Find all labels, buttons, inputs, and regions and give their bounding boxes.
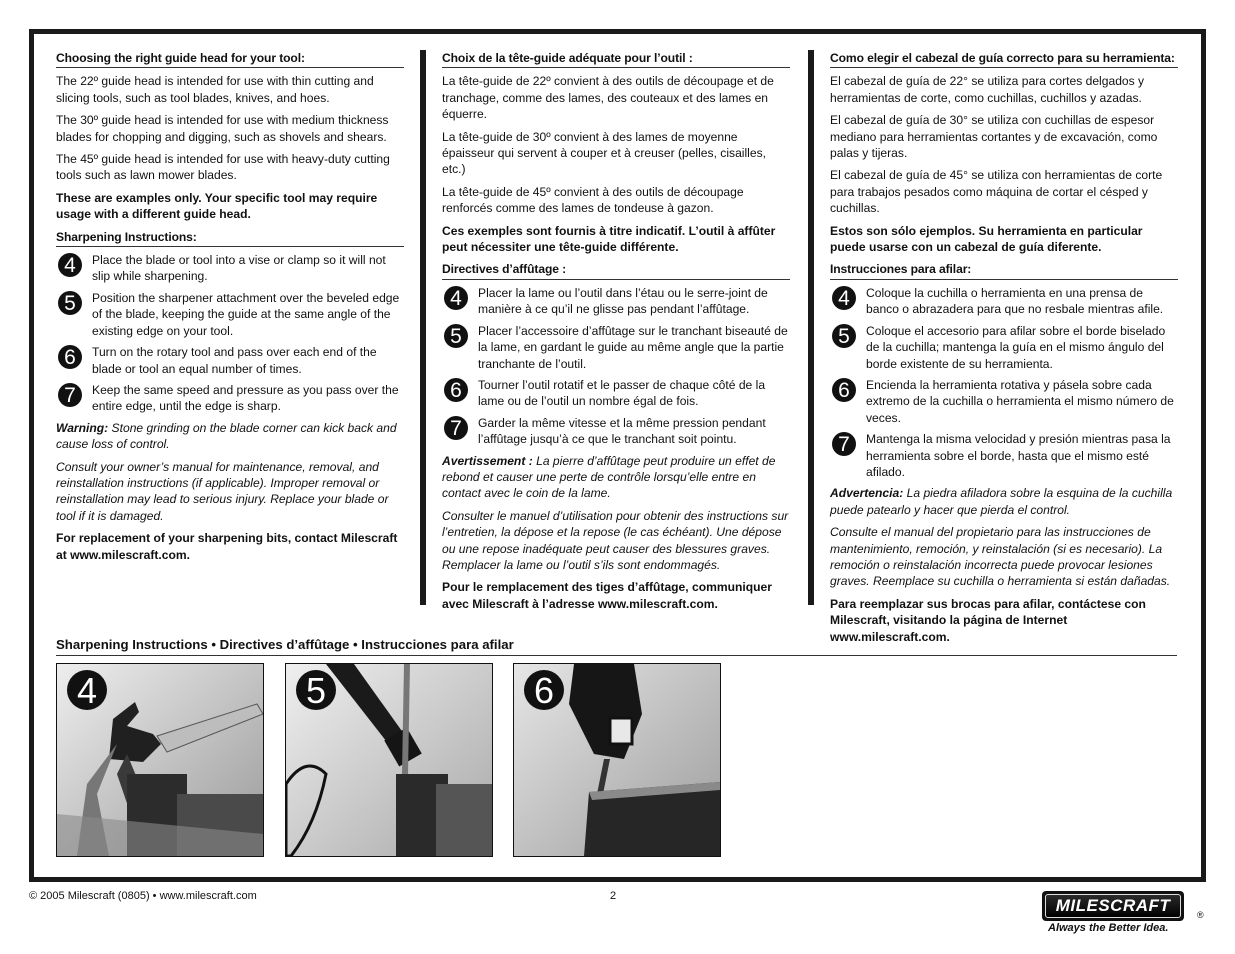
consult-manual-text: Consulte el manual del propietario para las instrucciones de mantenimiento, remoción, y reinstalación (si es necesario). La remoción o reinstalación incorrecta puede provocar lesiones graves. Reemplace su cuchilla o herramienta si están dañadas. [830,525,1171,589]
step-text: Keep the same speed and pressure as you pass over the entire edge, until the edge is sharp. [92,382,399,414]
examples-note: These are examples only. Your specific tool may require usage with a different guide head. [56,190,378,222]
photo-step-6 [513,663,721,857]
guide-heading: Como elegir el cabezal de guía correcto para su herramienta: [830,50,1178,68]
warning-body: Stone grinding on the blade corner can kick back and cause loss of control. [56,420,397,452]
step-text: Mantenga la misma velocidad y presión mientras pasa la herramienta sobre el borde, hasta que el mismo esté afilado. [866,432,1171,479]
step-text: Position the sharpener attachment over the beveled edge of the blade, keeping the guide at the same angle of the existing edge on your tool. [92,290,400,338]
step-text: Encienda la herramienta rotativa y pásela sobre cada extremo de la cuchilla o herramienta el mismo número de veces. [866,377,1174,425]
step-number-4-icon: 4 [58,253,82,277]
step-text: Coloque la cuchilla o herramienta en una prensa de banco o abrazadera para que no resbale mientras afile. [866,285,1164,317]
examples-note: Estos son sólo ejemplos. Su herramienta en particular puede usarse con un cabezal de guía diferente. [830,223,1143,255]
step-text: Garder la même vitesse et la même pression pendant l’affûtage jusqu’à ce que le tranchant soit pointu. [478,415,766,447]
milescraft-logo [1042,891,1184,921]
sharpening-heading: Directives d’affûtage : [442,261,790,279]
step-number-7-icon: 7 [444,416,468,440]
step-number-7-icon: 7 [832,432,856,456]
step-text: Place the blade or tool into a vise or clamp so it will not slip while sharpening. [92,253,386,284]
step-5 [830,323,1178,372]
guide-30-text: El cabezal de guía de 30° se utiliza con cuchillas de espesor mediano para herramientas cortantes y de excavación, como palas y tijeras. [830,113,1158,161]
step-7 [442,415,790,448]
step-number-5-icon: 5 [58,291,82,315]
step-4 [442,285,790,318]
step-6 [830,377,1178,426]
warning-label: Avertissement : [442,453,533,468]
step-number-5-icon: 5 [832,324,856,348]
examples-note: Ces exemples sont fournis à titre indicatif. L’outil à affûter peut nécessiter une tête-guide différente. [442,223,776,255]
guide-22-text: El cabezal de guía de 22° se utiliza para cortes delgados y herramientas de corte, como cuchillas, cuchillos y azadas. [830,74,1145,105]
step-number-6-icon: 6 [58,345,82,369]
column-divider [808,50,814,605]
replacement-text: For replacement of your sharpening bits, contact Milescraft at www.milescraft.com. [56,531,398,562]
step-number-6-icon: 6 [832,378,856,402]
sharpening-heading: Instrucciones para afilar: [830,261,1178,279]
spanish-column [830,50,1178,651]
warning-text [830,485,1178,518]
step-text: Placer la lame ou l’outil dans l’étau ou le serre-joint de manière à ce qu’il ne glisse pas pendant l’affûtage. [478,285,768,317]
step-7 [830,431,1178,480]
registered-mark: ® [1197,910,1204,920]
step-text: Coloque el accesorio para afilar sobre el borde biselado de la cuchilla; mantenga la guía en el mismo ángulo del borde existente de su herramienta. [866,323,1166,371]
step-7 [56,382,404,415]
photo-number-6-icon: 6 [524,670,564,710]
step-5 [442,323,790,372]
warning-body: La pierre d’affûtage peut produire un effet de rebond et causer une perte de contrôle lorsqu’elle entre en contact avec le coin de la lame. [442,453,776,501]
guide-45-text: El cabezal de guía de 45° se utiliza con herramientas de corte para trabajos pesados como máquina de cortar el césped y cuchillas. [830,168,1163,216]
photo-number-4-icon: 4 [67,670,107,710]
step-6 [56,344,404,377]
replacement-text: Pour le remplacement des tiges d’affûtage, communiquer avec Milescraft à l’adresse www.milescraft.com. [442,580,772,611]
step-6 [442,377,790,410]
guide-heading: Choix de la tête-guide adéquate pour l’outil : [442,50,790,68]
step-5 [56,290,404,339]
consult-manual-text: Consulter le manuel d’utilisation pour obtenir des instructions sur l’entretien, la dépose et la repose (le cas échéant). Une dépose ou une repose inadéquate peut causer des blessures graves. Remplacer la lame ou l’outil s’ils sont endommagés. [442,508,789,572]
step-number-5-icon: 5 [444,324,468,348]
photo-step-4 [56,663,264,857]
photo-number-5-icon: 5 [296,670,336,710]
step-4 [830,285,1178,318]
sharpening-heading: Sharpening Instructions: [56,229,404,247]
guide-22-text: The 22º guide head is intended for use with thin cutting and slicing tools, such as tool blades, knives, and hoes. [56,74,374,105]
photos-heading: Sharpening Instructions • Directives d’affûtage • Instrucciones para afilar [56,637,1177,656]
copyright-text: © 2005 Milescraft (0805) • www.milescraft.com [29,890,257,902]
step-number-6-icon: 6 [444,378,468,402]
tagline: Always the Better Idea. [1048,922,1169,934]
english-column [56,50,404,569]
guide-30-text: The 30º guide head is intended for use with medium thickness blades for chopping and digging, such as shovels and shears. [56,113,389,144]
warning-body: La piedra afiladora sobre la esquina de la cuchilla puede patearlo y hacer que pierda el control. [830,486,1173,517]
guide-30-text: La tête-guide de 30º convient à des lames de moyenne épaisseur qui servent à couper et à creuser (pelles, cisailles, etc.) [442,129,767,177]
guide-heading: Choosing the right guide head for your tool: [56,50,404,68]
column-divider [420,50,426,605]
photo-step-5 [285,663,493,857]
step-text: Placer l’accessoire d’affûtage sur le tranchant biseauté de la lame, en gardant le guide au même angle que la partie tranchante de l’outil. [478,323,788,371]
step-text: Turn on the rotary tool and pass over each end of the blade or tool an equal number of times. [92,345,377,376]
warning-label: Advertencia: [830,486,904,501]
french-column [442,50,790,618]
guide-22-text: La tête-guide de 22º convient à des outils de découpage et de tranchage, comme des lames, des couteaux et des lames en équerre. [442,74,774,122]
step-text: Tourner l’outil rotatif et le passer de chaque côté de la lame ou de l’outil un nombre égal de fois. [478,377,766,409]
step-number-4-icon: 4 [444,286,468,310]
consult-manual-text: Consult your owner’s manual for maintenance, removal, and reinstallation instructions (if applicable). Improper removal or reinstallation may lead to serious injury. Replace your blade or tool if it is damaged. [56,459,389,523]
logo-text: MILESCRAFT [1045,894,1181,918]
step-4 [56,252,404,285]
page-number: 2 [610,890,617,902]
step-number-4-icon: 4 [832,286,856,310]
step-number-7-icon: 7 [58,383,82,407]
guide-45-text: La tête-guide de 45º convient à des outils de découpage renforcés comme des lames de tondeuse à gazon. [442,184,744,216]
warning-label: Warning: [56,420,109,435]
warning-text [56,420,404,453]
guide-45-text: The 45º guide head is intended for use with heavy-duty cutting tools such as lawn mower blades. [56,152,390,183]
warning-text [442,453,790,502]
replacement-text: Para reemplazar sus brocas para afilar, contáctese con Milescraft, visitando la página de Internet www.milescraft.com. [830,596,1146,644]
